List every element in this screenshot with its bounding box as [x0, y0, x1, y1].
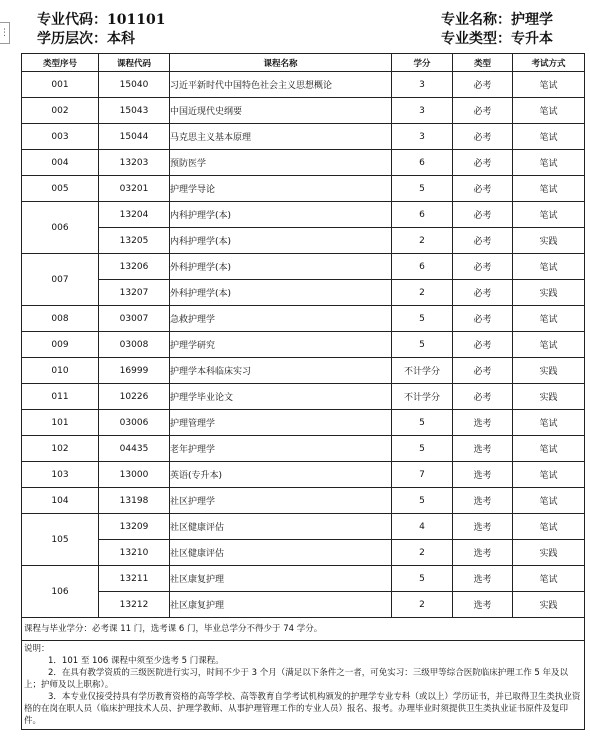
- table-row: [22, 176, 585, 202]
- exam-method: 笔试: [513, 332, 585, 358]
- course-name: 急救护理学: [170, 306, 392, 332]
- course-code: 15043: [99, 98, 170, 124]
- exam-method: 笔试: [513, 202, 585, 228]
- table-row: [22, 306, 585, 332]
- course-name: 外科护理学(本): [170, 280, 392, 306]
- course-code: 15040: [99, 72, 170, 98]
- course-code: 13207: [99, 280, 170, 306]
- course-code: 13204: [99, 202, 170, 228]
- exam-method: 实践: [513, 540, 585, 566]
- exam-method: 实践: [513, 358, 585, 384]
- course-type: 必考: [453, 254, 513, 280]
- course-name: 老年护理学: [170, 436, 392, 462]
- course-name: 预防医学: [170, 150, 392, 176]
- course-type: 必考: [453, 228, 513, 254]
- type-seq: 008: [22, 306, 99, 332]
- major-type: 专业类型：专升本: [441, 31, 553, 47]
- exam-method: 笔试: [513, 72, 585, 98]
- course-type: 必考: [453, 176, 513, 202]
- course-type: 选考: [453, 410, 513, 436]
- credit: 3: [392, 72, 453, 98]
- course-code: 04435: [99, 436, 170, 462]
- table-row: [22, 358, 585, 384]
- course-code: 13205: [99, 228, 170, 254]
- type-seq: 001: [22, 72, 99, 98]
- column-header: 课程名称: [170, 54, 392, 72]
- course-type: 必考: [453, 280, 513, 306]
- note-item: 1．101 至 106 课程中须至少选考 5 门课程。: [48, 656, 224, 666]
- table-header-row: [22, 54, 585, 72]
- course-type: 必考: [453, 358, 513, 384]
- exam-method: 笔试: [513, 462, 585, 488]
- credit: 6: [392, 202, 453, 228]
- course-name: 社区护理学: [170, 488, 392, 514]
- notes-row: [22, 641, 585, 730]
- course-name: 外科护理学(本): [170, 254, 392, 280]
- education-level: 学历层次：本科: [37, 31, 135, 47]
- table-row: [22, 540, 585, 566]
- type-seq: 005: [22, 176, 99, 202]
- column-header: 类型: [453, 54, 513, 72]
- course-code: 13198: [99, 488, 170, 514]
- course-name: 社区康复护理: [170, 566, 392, 592]
- exam-method: 实践: [513, 280, 585, 306]
- exam-method: 笔试: [513, 150, 585, 176]
- course-name: 护理学本科临床实习: [170, 358, 392, 384]
- course-name: 马克思主义基本原理: [170, 124, 392, 150]
- course-code: 13000: [99, 462, 170, 488]
- course-type: 选考: [453, 436, 513, 462]
- type-seq: 104: [22, 488, 99, 514]
- type-seq: 007: [22, 254, 99, 306]
- exam-method: 笔试: [513, 306, 585, 332]
- type-seq: 006: [22, 202, 99, 254]
- exam-method: 实践: [513, 592, 585, 618]
- type-seq: 103: [22, 462, 99, 488]
- course-name: 护理学导论: [170, 176, 392, 202]
- exam-method: 实践: [513, 228, 585, 254]
- credit: 2: [392, 280, 453, 306]
- table-move-handle[interactable]: ⋮: [0, 22, 10, 44]
- course-code: 13211: [99, 566, 170, 592]
- credit: 5: [392, 176, 453, 202]
- table-row: [22, 228, 585, 254]
- course-code: 03201: [99, 176, 170, 202]
- table-row: [22, 566, 585, 592]
- course-name: 中国近现代史纲要: [170, 98, 392, 124]
- course-type: 选考: [453, 566, 513, 592]
- type-seq: 010: [22, 358, 99, 384]
- course-type: 选考: [453, 592, 513, 618]
- type-seq: 004: [22, 150, 99, 176]
- type-seq: 009: [22, 332, 99, 358]
- column-header: 课程代码: [99, 54, 170, 72]
- course-type: 必考: [453, 384, 513, 410]
- course-code: 13206: [99, 254, 170, 280]
- exam-method: 笔试: [513, 254, 585, 280]
- table-row: [22, 410, 585, 436]
- credit: 7: [392, 462, 453, 488]
- course-code: 13212: [99, 592, 170, 618]
- table-row: [22, 150, 585, 176]
- column-header: 学分: [392, 54, 453, 72]
- course-name: 社区康复护理: [170, 592, 392, 618]
- credit: 4: [392, 514, 453, 540]
- table-row: [22, 488, 585, 514]
- course-code: 13210: [99, 540, 170, 566]
- major-name: 专业名称：护理学: [441, 12, 553, 28]
- exam-method: 笔试: [513, 566, 585, 592]
- exam-method: 笔试: [513, 514, 585, 540]
- course-type: 选考: [453, 462, 513, 488]
- course-name: 习近平新时代中国特色社会主义思想概论: [170, 72, 392, 98]
- credit-summary: 课程与毕业学分：必考课 11 门，选考课 6 门，毕业总学分不得少于 74 学分。: [22, 618, 585, 641]
- credit: 5: [392, 332, 453, 358]
- course-type: 必考: [453, 72, 513, 98]
- course-code: 15044: [99, 124, 170, 150]
- course-type: 必考: [453, 150, 513, 176]
- credit: 2: [392, 540, 453, 566]
- summary-row: [22, 618, 585, 641]
- credit: 6: [392, 150, 453, 176]
- table-row: [22, 436, 585, 462]
- table-row: [22, 124, 585, 150]
- course-name: 内科护理学(本): [170, 228, 392, 254]
- table-row: [22, 332, 585, 358]
- exam-method: 实践: [513, 384, 585, 410]
- table-row: [22, 254, 585, 280]
- course-code: 03007: [99, 306, 170, 332]
- course-code: 13209: [99, 514, 170, 540]
- column-header: 类型序号: [22, 54, 99, 72]
- course-code: 03006: [99, 410, 170, 436]
- credit: 5: [392, 410, 453, 436]
- course-type: 选考: [453, 540, 513, 566]
- course-name: 社区健康评估: [170, 540, 392, 566]
- table-row: [22, 202, 585, 228]
- credit: 5: [392, 436, 453, 462]
- course-type: 必考: [453, 202, 513, 228]
- notes-title: 说明：: [24, 644, 50, 654]
- type-seq: 101: [22, 410, 99, 436]
- course-type: 必考: [453, 124, 513, 150]
- table-row: [22, 462, 585, 488]
- course-name: 护理管理学: [170, 410, 392, 436]
- course-type: 选考: [453, 514, 513, 540]
- credit: 3: [392, 98, 453, 124]
- course-code: 10226: [99, 384, 170, 410]
- course-name: 英语(专升本): [170, 462, 392, 488]
- credit: 2: [392, 592, 453, 618]
- exam-method: 笔试: [513, 176, 585, 202]
- exam-method: 笔试: [513, 98, 585, 124]
- course-type: 必考: [453, 306, 513, 332]
- course-code: 16999: [99, 358, 170, 384]
- credit: 5: [392, 488, 453, 514]
- table-row: [22, 592, 585, 618]
- exam-method: 笔试: [513, 488, 585, 514]
- note-item: 2．在具有教学资质的三级医院进行实习，时间不少于 3 个月（满足以下条件之一者，可免实习：三级甲等综合医院临床护理工作 5 年及以上；护师及以上职称）。: [24, 668, 569, 690]
- type-seq: 003: [22, 124, 99, 150]
- credit: 不计学分: [392, 358, 453, 384]
- column-header: 考试方式: [513, 54, 585, 72]
- course-table: [21, 53, 585, 730]
- type-seq: 102: [22, 436, 99, 462]
- table-row: [22, 72, 585, 98]
- course-code: 13203: [99, 150, 170, 176]
- exam-method: 笔试: [513, 124, 585, 150]
- type-seq: 011: [22, 384, 99, 410]
- major-code: 专业代码：101101: [37, 12, 166, 28]
- table-row: [22, 280, 585, 306]
- exam-method: 笔试: [513, 436, 585, 462]
- exam-method: 笔试: [513, 410, 585, 436]
- course-type: 必考: [453, 332, 513, 358]
- credit: 5: [392, 306, 453, 332]
- type-seq: 002: [22, 98, 99, 124]
- table-row: [22, 98, 585, 124]
- course-type: 选考: [453, 488, 513, 514]
- course-name: 社区健康评估: [170, 514, 392, 540]
- course-name: 护理学研究: [170, 332, 392, 358]
- type-seq: 105: [22, 514, 99, 566]
- course-code: 03008: [99, 332, 170, 358]
- course-type: 必考: [453, 98, 513, 124]
- type-seq: 106: [22, 566, 99, 618]
- note-item: 3．本专业仅接受持具有学历教育资格的高等学校、高等教育自学考试机构颁发的护理学专业专科（或以上）学历证书，并已取得卫生类执业资格的在岗在职人员（临床护理技术人员、护理学教师、从事护理管理工作的专业人员）报名、报考。办理毕业时须提供卫生类执业证书原件及复印件。: [24, 692, 581, 726]
- credit: 2: [392, 228, 453, 254]
- table-row: [22, 384, 585, 410]
- credit: 6: [392, 254, 453, 280]
- table-row: [22, 514, 585, 540]
- credit: 不计学分: [392, 384, 453, 410]
- credit: 5: [392, 566, 453, 592]
- course-name: 护理学毕业论文: [170, 384, 392, 410]
- course-name: 内科护理学(本): [170, 202, 392, 228]
- credit: 3: [392, 124, 453, 150]
- notes-cell: [22, 641, 585, 730]
